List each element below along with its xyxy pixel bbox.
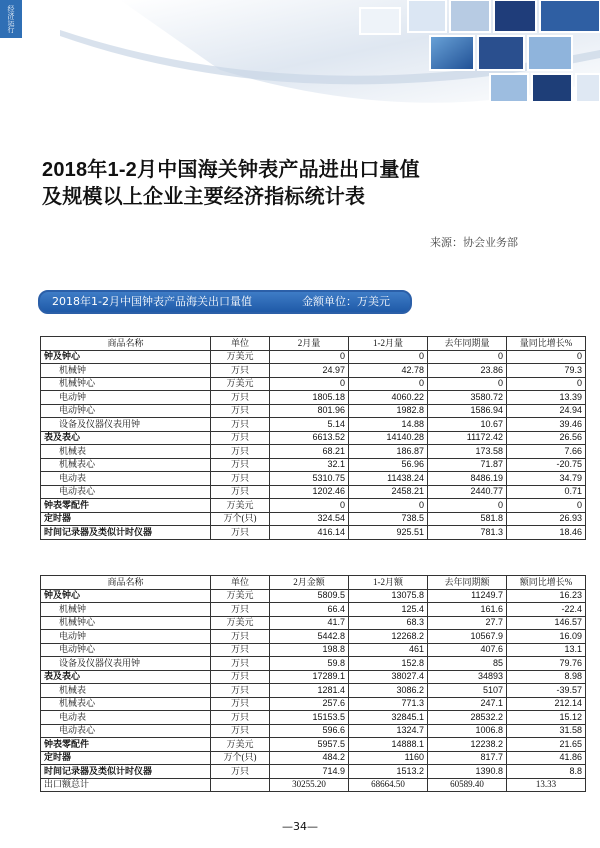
value-cell: 1202.46 xyxy=(270,485,349,499)
value-cell: 186.87 xyxy=(349,445,428,459)
table-row xyxy=(41,472,586,486)
value-cell: 3580.72 xyxy=(428,391,507,405)
value-cell: -20.75 xyxy=(507,458,586,472)
value-cell: 14.88 xyxy=(349,418,428,432)
value-cell: 3086.2 xyxy=(349,684,428,698)
value-cell: 34893 xyxy=(428,670,507,684)
unit-cell: 万美元 xyxy=(211,377,270,391)
value-cell: 24.94 xyxy=(507,404,586,418)
row-name-cell: 机械钟 xyxy=(41,603,211,617)
banner-title: 2018年1-2月中国钟表产品海关出口量值 xyxy=(52,295,252,308)
unit-cell: 万美元 xyxy=(211,350,270,364)
value-cell: 41.7 xyxy=(270,616,349,630)
unit-cell: 万只 xyxy=(211,630,270,644)
column-header: 单位 xyxy=(211,337,270,351)
table-row xyxy=(41,765,586,779)
value-cell: 11438.24 xyxy=(349,472,428,486)
row-name-cell: 钟及钟心 xyxy=(41,350,211,364)
row-name-cell: 电动钟 xyxy=(41,391,211,405)
table-row xyxy=(41,724,586,738)
table-row xyxy=(41,445,586,459)
value-cell: 15.12 xyxy=(507,711,586,725)
column-header: 1-2月额 xyxy=(349,576,428,590)
value-cell: 0 xyxy=(270,499,349,513)
value-cell: 11249.7 xyxy=(428,589,507,603)
value-cell: 407.6 xyxy=(428,643,507,657)
value-cell: 10.67 xyxy=(428,418,507,432)
value-cell: 14140.28 xyxy=(349,431,428,445)
value-cell: 4060.22 xyxy=(349,391,428,405)
value-cell: 13075.8 xyxy=(349,589,428,603)
value-cell: 26.93 xyxy=(507,512,586,526)
column-header: 单位 xyxy=(211,576,270,590)
value-cell: 8.8 xyxy=(507,765,586,779)
column-header: 量同比增长% xyxy=(507,337,586,351)
value-cell: -39.57 xyxy=(507,684,586,698)
unit-cell: 万只 xyxy=(211,418,270,432)
column-header: 商品名称 xyxy=(41,337,211,351)
value-cell: 41.86 xyxy=(507,751,586,765)
value-cell: 28532.2 xyxy=(428,711,507,725)
row-name-cell: 电动表 xyxy=(41,472,211,486)
value-cell: 0 xyxy=(270,350,349,364)
unit-cell: 万只 xyxy=(211,364,270,378)
banner-unit: 金额单位：万美元 xyxy=(302,295,390,308)
value-cell: 27.7 xyxy=(428,616,507,630)
value-cell: 247.1 xyxy=(428,697,507,711)
unit-cell: 万只 xyxy=(211,684,270,698)
table-header-row xyxy=(41,337,586,351)
value-cell: 30255.20 xyxy=(270,778,349,792)
table-row xyxy=(41,404,586,418)
column-header: 去年同期量 xyxy=(428,337,507,351)
table-row xyxy=(41,458,586,472)
unit-cell: 万只 xyxy=(211,526,270,540)
row-name-cell: 电动表心 xyxy=(41,485,211,499)
row-name-cell: 钟及钟心 xyxy=(41,589,211,603)
unit-cell: 万美元 xyxy=(211,738,270,752)
unit-cell: 万只 xyxy=(211,643,270,657)
value-cell: 5107 xyxy=(428,684,507,698)
value-cell: -22.4 xyxy=(507,603,586,617)
value-cell: 66.4 xyxy=(270,603,349,617)
table-row xyxy=(41,526,586,540)
row-name-cell: 设备及仪器仪表用钟 xyxy=(41,418,211,432)
value-cell: 152.8 xyxy=(349,657,428,671)
value-cell: 198.8 xyxy=(270,643,349,657)
value-cell: 68664.50 xyxy=(349,778,428,792)
table-row xyxy=(41,670,586,684)
value-cell: 1006.8 xyxy=(428,724,507,738)
value-cell: 0 xyxy=(349,377,428,391)
value-cell: 12268.2 xyxy=(349,630,428,644)
value-cell: 0 xyxy=(428,377,507,391)
value-cell: 5.14 xyxy=(270,418,349,432)
row-name-cell: 机械钟心 xyxy=(41,616,211,630)
value-cell: 68.21 xyxy=(270,445,349,459)
table-row xyxy=(41,418,586,432)
row-name-cell: 电动钟 xyxy=(41,630,211,644)
value-cell: 1390.8 xyxy=(428,765,507,779)
table-row xyxy=(41,643,586,657)
table-row xyxy=(41,485,586,499)
value-cell: 13.39 xyxy=(507,391,586,405)
value-cell: 324.54 xyxy=(270,512,349,526)
table-row xyxy=(41,697,586,711)
value-cell: 0 xyxy=(507,377,586,391)
column-header: 额同比增长% xyxy=(507,576,586,590)
table-row xyxy=(41,364,586,378)
row-name-cell: 电动钟心 xyxy=(41,404,211,418)
unit-cell: 万只 xyxy=(211,404,270,418)
value-cell: 925.51 xyxy=(349,526,428,540)
value-cell: 146.57 xyxy=(507,616,586,630)
value-cell: 5809.5 xyxy=(270,589,349,603)
value-cell: 39.46 xyxy=(507,418,586,432)
value-cell: 0 xyxy=(349,350,428,364)
table-row xyxy=(41,512,586,526)
unit-cell: 万只 xyxy=(211,472,270,486)
value-cell: 1982.8 xyxy=(349,404,428,418)
value-cell: 0 xyxy=(349,499,428,513)
quantity-table xyxy=(40,336,586,540)
unit-cell: 万只 xyxy=(211,670,270,684)
value-cell: 484.2 xyxy=(270,751,349,765)
value-cell: 416.14 xyxy=(270,526,349,540)
table-row xyxy=(41,778,586,792)
row-name-cell: 时间记录器及类似计时仪器 xyxy=(41,526,211,540)
value-cell: 31.58 xyxy=(507,724,586,738)
value-cell: 38027.4 xyxy=(349,670,428,684)
unit-cell: 万美元 xyxy=(211,589,270,603)
unit-cell: 万个(只) xyxy=(211,512,270,526)
section-tag: 经济运行 xyxy=(0,0,22,38)
row-name-cell: 钟表零配件 xyxy=(41,738,211,752)
value-cell: 79.76 xyxy=(507,657,586,671)
section-banner xyxy=(38,290,412,314)
row-name-cell: 机械钟 xyxy=(41,364,211,378)
value-cell: 56.96 xyxy=(349,458,428,472)
title-line-2: 及规模以上企业主要经济指标统计表 xyxy=(42,186,366,208)
value-cell: 24.97 xyxy=(270,364,349,378)
value-cell: 21.65 xyxy=(507,738,586,752)
unit-cell: 万只 xyxy=(211,445,270,459)
value-cell: 14888.1 xyxy=(349,738,428,752)
value-cell: 1324.7 xyxy=(349,724,428,738)
source-note: 来源：协会业务部 xyxy=(430,236,518,249)
table-row xyxy=(41,711,586,725)
value-cell: 1805.18 xyxy=(270,391,349,405)
value-cell: 12238.2 xyxy=(428,738,507,752)
unit-cell: 万只 xyxy=(211,458,270,472)
unit-cell: 万只 xyxy=(211,657,270,671)
row-name-cell: 机械表 xyxy=(41,684,211,698)
unit-cell: 万只 xyxy=(211,724,270,738)
unit-cell: 万美元 xyxy=(211,499,270,513)
value-cell: 781.3 xyxy=(428,526,507,540)
table-row xyxy=(41,589,586,603)
value-cell: 32.1 xyxy=(270,458,349,472)
value-cell: 26.56 xyxy=(507,431,586,445)
column-header: 2月金额 xyxy=(270,576,349,590)
value-cell: 714.9 xyxy=(270,765,349,779)
unit-cell: 万个(只) xyxy=(211,751,270,765)
value-cell: 15153.5 xyxy=(270,711,349,725)
row-name-cell: 机械表心 xyxy=(41,697,211,711)
page-number: —34— xyxy=(282,820,318,833)
row-name-cell: 电动表 xyxy=(41,711,211,725)
amount-table xyxy=(40,575,586,792)
value-cell: 161.6 xyxy=(428,603,507,617)
value-cell: 85 xyxy=(428,657,507,671)
header-graphic xyxy=(0,0,600,120)
value-cell: 581.8 xyxy=(428,512,507,526)
row-name-cell: 电动表心 xyxy=(41,724,211,738)
row-name-cell: 定时器 xyxy=(41,751,211,765)
row-name-cell: 表及表心 xyxy=(41,431,211,445)
value-cell: 13.33 xyxy=(507,778,586,792)
value-cell: 0 xyxy=(428,350,507,364)
table-row xyxy=(41,350,586,364)
value-cell: 5310.75 xyxy=(270,472,349,486)
value-cell: 34.79 xyxy=(507,472,586,486)
value-cell: 0.71 xyxy=(507,485,586,499)
value-cell: 5957.5 xyxy=(270,738,349,752)
value-cell: 10567.9 xyxy=(428,630,507,644)
row-name-cell: 表及表心 xyxy=(41,670,211,684)
column-header: 商品名称 xyxy=(41,576,211,590)
unit-cell: 万美元 xyxy=(211,616,270,630)
unit-cell: 万只 xyxy=(211,765,270,779)
value-cell: 2458.21 xyxy=(349,485,428,499)
value-cell: 1160 xyxy=(349,751,428,765)
value-cell: 173.58 xyxy=(428,445,507,459)
value-cell: 8.98 xyxy=(507,670,586,684)
value-cell: 42.78 xyxy=(349,364,428,378)
value-cell: 596.6 xyxy=(270,724,349,738)
row-name-cell: 机械表心 xyxy=(41,458,211,472)
column-header: 2月量 xyxy=(270,337,349,351)
row-name-cell: 时间记录器及类似计时仪器 xyxy=(41,765,211,779)
value-cell: 16.09 xyxy=(507,630,586,644)
row-name-cell: 设备及仪器仪表用钟 xyxy=(41,657,211,671)
unit-cell: 万只 xyxy=(211,711,270,725)
page-title xyxy=(42,157,420,211)
value-cell: 59.8 xyxy=(270,657,349,671)
row-name-cell: 机械表 xyxy=(41,445,211,459)
table-row xyxy=(41,499,586,513)
value-cell: 1586.94 xyxy=(428,404,507,418)
row-name-cell: 定时器 xyxy=(41,512,211,526)
table-row xyxy=(41,616,586,630)
value-cell: 1281.4 xyxy=(270,684,349,698)
column-header: 去年同期额 xyxy=(428,576,507,590)
unit-cell: 万只 xyxy=(211,485,270,499)
row-name-cell: 电动钟心 xyxy=(41,643,211,657)
table-row xyxy=(41,751,586,765)
row-name-cell: 机械钟心 xyxy=(41,377,211,391)
value-cell: 212.14 xyxy=(507,697,586,711)
value-cell: 60589.40 xyxy=(428,778,507,792)
table-row xyxy=(41,603,586,617)
value-cell: 71.87 xyxy=(428,458,507,472)
value-cell: 738.5 xyxy=(349,512,428,526)
table-row xyxy=(41,630,586,644)
value-cell: 23.86 xyxy=(428,364,507,378)
table-row xyxy=(41,391,586,405)
value-cell: 68.3 xyxy=(349,616,428,630)
value-cell: 5442.8 xyxy=(270,630,349,644)
column-header: 1-2月量 xyxy=(349,337,428,351)
value-cell: 11172.42 xyxy=(428,431,507,445)
table-row xyxy=(41,738,586,752)
value-cell: 771.3 xyxy=(349,697,428,711)
table-header-row xyxy=(41,576,586,590)
value-cell: 2440.77 xyxy=(428,485,507,499)
value-cell: 7.66 xyxy=(507,445,586,459)
value-cell: 817.7 xyxy=(428,751,507,765)
value-cell: 0 xyxy=(270,377,349,391)
value-cell: 0 xyxy=(507,350,586,364)
value-cell: 0 xyxy=(428,499,507,513)
value-cell: 17289.1 xyxy=(270,670,349,684)
value-cell: 13.1 xyxy=(507,643,586,657)
value-cell: 1513.2 xyxy=(349,765,428,779)
table-row xyxy=(41,684,586,698)
unit-cell xyxy=(211,778,270,792)
row-name-cell: 钟表零配件 xyxy=(41,499,211,513)
value-cell: 8486.19 xyxy=(428,472,507,486)
header-decoration xyxy=(0,0,600,120)
table-row xyxy=(41,431,586,445)
row-name-cell: 出口额总计 xyxy=(41,778,211,792)
unit-cell: 万只 xyxy=(211,603,270,617)
value-cell: 32845.1 xyxy=(349,711,428,725)
value-cell: 257.6 xyxy=(270,697,349,711)
value-cell: 461 xyxy=(349,643,428,657)
title-line-1: 2018年1-2月中国海关钟表产品进出口量值 xyxy=(42,159,420,181)
value-cell: 801.96 xyxy=(270,404,349,418)
value-cell: 125.4 xyxy=(349,603,428,617)
value-cell: 16.23 xyxy=(507,589,586,603)
unit-cell: 万只 xyxy=(211,391,270,405)
value-cell: 79.3 xyxy=(507,364,586,378)
unit-cell: 万只 xyxy=(211,697,270,711)
value-cell: 18.46 xyxy=(507,526,586,540)
value-cell: 6613.52 xyxy=(270,431,349,445)
unit-cell: 万只 xyxy=(211,431,270,445)
value-cell: 0 xyxy=(507,499,586,513)
table-row xyxy=(41,657,586,671)
table-row xyxy=(41,377,586,391)
